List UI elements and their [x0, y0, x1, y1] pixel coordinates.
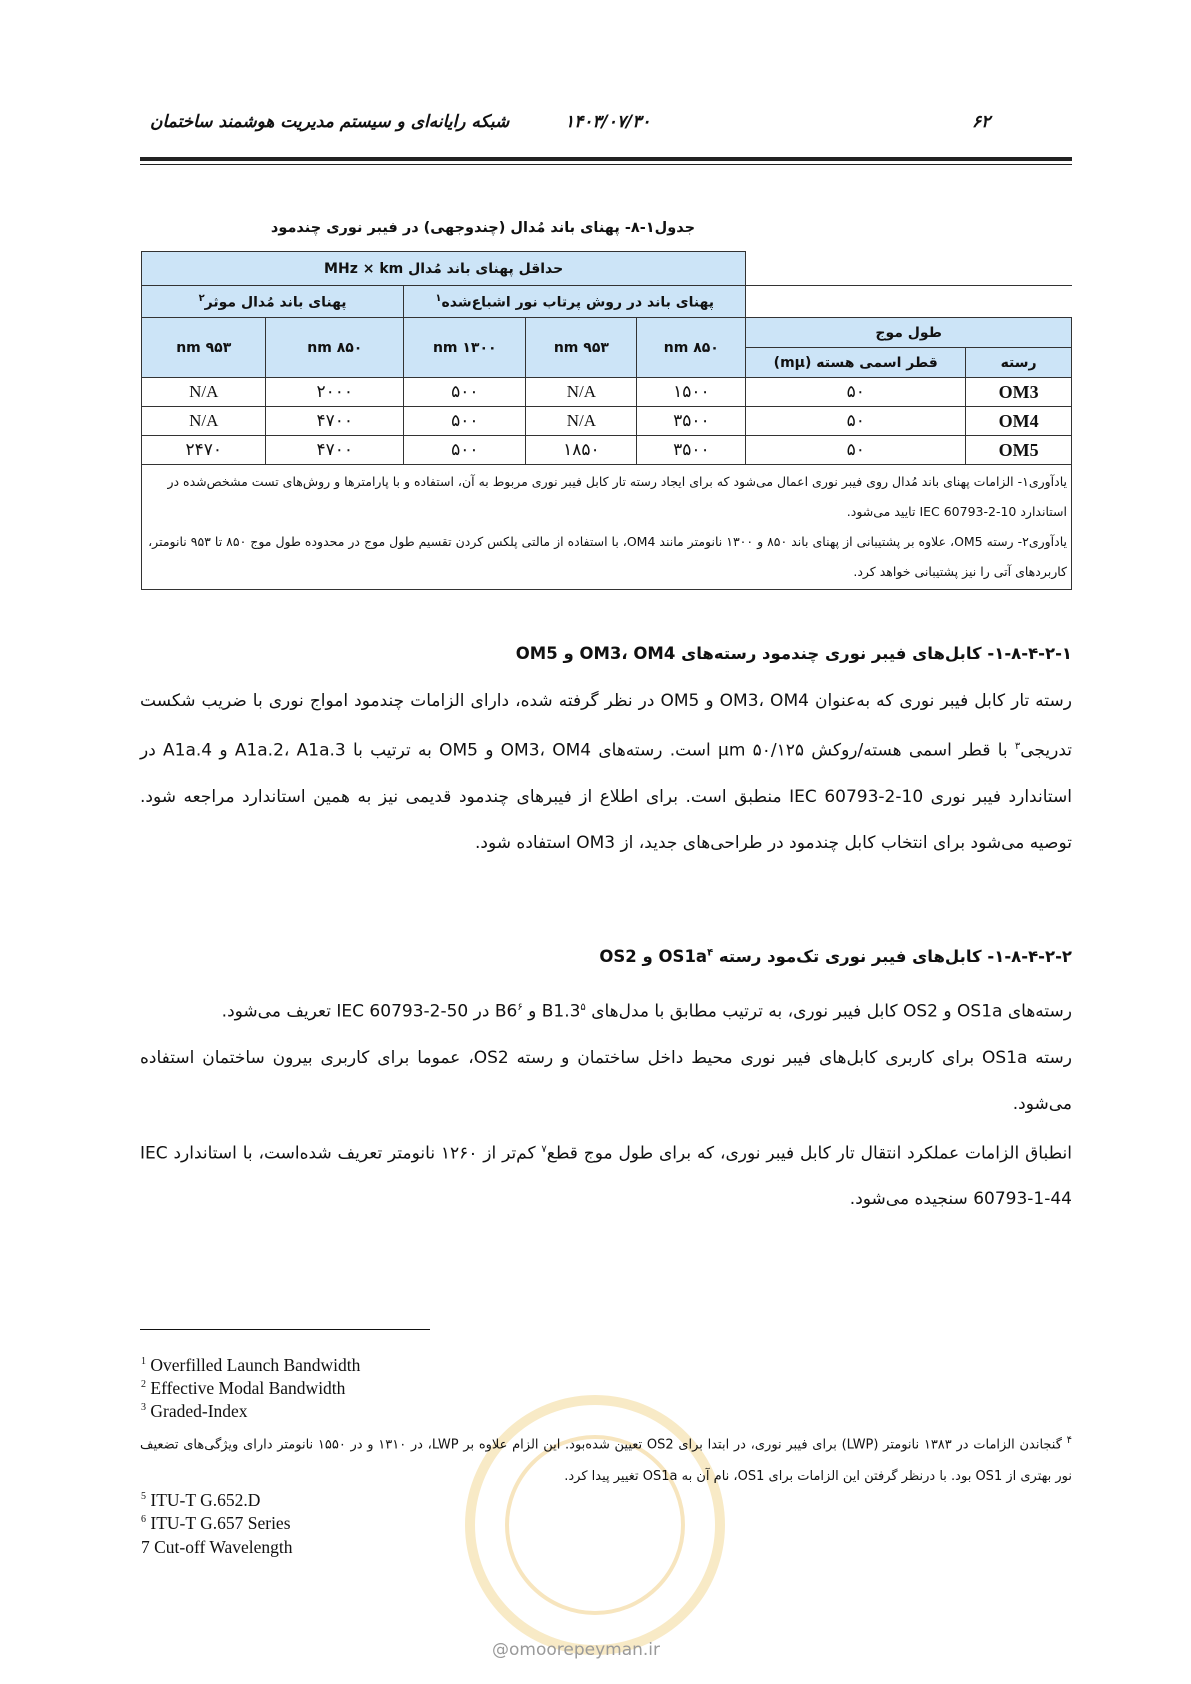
- core-cell: ۵۰: [746, 407, 966, 436]
- paragraph-multimode: رسته تار کابل فیبر نوری که به‌عنوان OM3، OM4 و OM5 در نظر گرفته شده، دارای الزامات چندمود امواج نوری با ضریب شکست تدریجی$^۳$ با قطر اسمی هسته/روکش ۵۰/۱۲۵ µm است. رسته‌های OM3، OM4 و OM5 به ترتیب با A1a.2، A1a.3 و A1a.4 در استاندارد فیبر نوری IEC 60793-2-10 منطبق است. برای اطلاع از فیبرهای چندمود قدیمی نیز به همین استاندارد مراجعه شود. توصیه می‌شود برای انتخاب کابل چندمود در طراحی‌های جدید، از OM3 استفاده شود.: [140, 691, 1072, 853]
- value-cell: ۱۸۵۰: [526, 436, 637, 465]
- table-note-2: یادآوری۲- رسته OM5، علاوه بر پشتیبانی از پهنای باند ۸۵۰ و ۱۳۰۰ نانومتر مانند OM4، با استفاده از مالتی پلکس کردن تقسیم طول موج در محدوده طول موج ۸۵۰ تا ۹۵۳ نانومتر، کاربردهای آتی را نیز پشتیبانی خواهد کرد.: [148, 534, 1067, 579]
- col-wavelength: طول موج: [746, 318, 1072, 348]
- value-cell: N/A: [142, 378, 266, 407]
- section-heading-multimode: ۱-۸-۴-۲-۱- کابل‌های فیبر نوری چندمود رسته‌های OM3، OM4 و OM5: [515, 644, 1072, 663]
- value-cell: ۴۷۰۰: [266, 436, 404, 465]
- footnote-3: $^3$ Graded-Index: [141, 1401, 248, 1421]
- header-title: شبکه رایانه‌ای و سیستم‌ مدیریت هوشمند ساختمان: [150, 112, 510, 132]
- value-cell: N/A: [526, 378, 637, 407]
- header-rule-thin: [140, 164, 1072, 165]
- modal-bandwidth-table: [141, 251, 1072, 590]
- table-caption: جدول۱-۸- پهنای باند مُدال (چندوجهی) در فیبر نوری چندمود: [270, 220, 696, 236]
- page-number: ۶۲: [972, 112, 991, 132]
- table-note-1: یادآوری۱- الزامات پهنای باند مُدال روی فیبر نوری اعمال می‌شود که برای ایجاد رسته تار کابل فیبر نوری مربوط به آن، استفاده و با پارامترها و روش‌های تست مشخص‌شده در استاندارد IEC 60793-2-10 تایید می‌شود.: [167, 474, 1067, 519]
- core-cell: ۵۰: [746, 436, 966, 465]
- value-cell: ۲۰۰۰: [266, 378, 404, 407]
- category-cell: OM3: [966, 378, 1072, 407]
- value-cell: ۵۰۰: [404, 378, 526, 407]
- sub-header-effective: پهنای باند مُدال موثر$^۲$: [142, 286, 404, 318]
- table-notes: [142, 465, 1072, 590]
- table-row: [142, 407, 1072, 436]
- group-header: حداقل پهنای باند مُدال MHz × km: [142, 252, 746, 286]
- value-cell: ۴۷۰۰: [266, 407, 404, 436]
- wavelength-header: ۹۵۳ nm: [142, 318, 266, 378]
- wavelength-header: ۱۳۰۰ nm: [404, 318, 526, 378]
- value-cell: ۵۰۰: [404, 436, 526, 465]
- table-row: [142, 378, 1072, 407]
- footnote-7: 7 Cut-off Wavelength: [141, 1537, 293, 1557]
- sub-header-overfilled: پهنای باند در روش پرتاب نور اشباع‌شده$^۱$: [404, 286, 746, 318]
- value-cell: ۳۵۰۰: [637, 436, 746, 465]
- category-cell: OM4: [966, 407, 1072, 436]
- footnote-1: $^1$ Overfilled Launch Bandwidth: [141, 1355, 361, 1375]
- wavelength-header: ۸۵۰ nm: [637, 318, 746, 378]
- wavelength-header: ۸۵۰ nm: [266, 318, 404, 378]
- paragraph-singlemode: رسته‌های OS1a و OS2 کابل فیبر نوری، به ترتیب مطابق با مدل‌های $B1.3^۵$ و $B6^۶$ در IEC 60793-2-50 تعریف می‌شود. رسته OS1a برای کاربری کابل‌های فیبر نوری محیط داخل ساختمان و رسته OS2، عموما برای کاربری بیرون ساختمان استفاده می‌شود. انطباق الزامات عملکرد انتقال تار کابل فیبر نوری، که برای طول موج قطع$^۷$ کم‌تر از ۱۲۶۰ نانومتر تعریف شده‌است، با استاندارد IEC 60793-1-44 سنجیده می‌شود.: [140, 1001, 1072, 1210]
- col-category: رسته: [966, 348, 1072, 378]
- footnote-5: $^5$ ITU-T G.652.D: [141, 1490, 261, 1510]
- col-core: قطر اسمی هسته (mµ): [746, 348, 966, 378]
- value-cell: N/A: [526, 407, 637, 436]
- value-cell: ۵۰۰: [404, 407, 526, 436]
- category-cell: OM5: [966, 436, 1072, 465]
- section-heading-singlemode: ۱-۸-۴-۲-۲- کابل‌های فیبر نوری تک‌مود رسته $OS1a^۴$ و OS2: [599, 947, 1072, 966]
- footnote-4: $^۴$ گنجاندن الزامات در ۱۳۸۳ نانومتر (LWP) برای فیبر نوری، در ابتدا برای OS2 تعیین شده‌بود. این الزام علاوه بر LWP، در ۱۳۱۰ و در ۱۵۵۰ نانومتر دارای ویژگی‌های تضعیف نور بهتری از OS1 بود. با درنظر گرفتن این الزامات برای OS1، نام آن به OS1a تغییر پیدا کرد.: [140, 1435, 1072, 1485]
- value-cell: ۲۴۷۰: [142, 436, 266, 465]
- footnote-2: $^2$ Effective Modal Bandwidth: [141, 1378, 346, 1398]
- watermark-text: @omoorepeyman.ir: [492, 1640, 661, 1660]
- value-cell: N/A: [142, 407, 266, 436]
- header-date: ۱۴۰۳/۰۷/۳۰: [565, 112, 651, 132]
- value-cell: ۳۵۰۰: [637, 407, 746, 436]
- table-row: [142, 436, 1072, 465]
- wavelength-header: ۹۵۳ nm: [526, 318, 637, 378]
- footnote-6: $^6$ ITU-T G.657 Series: [141, 1513, 291, 1533]
- header-rule: [140, 157, 1072, 161]
- footnote-separator: [140, 1329, 430, 1330]
- value-cell: ۱۵۰۰: [637, 378, 746, 407]
- core-cell: ۵۰: [746, 378, 966, 407]
